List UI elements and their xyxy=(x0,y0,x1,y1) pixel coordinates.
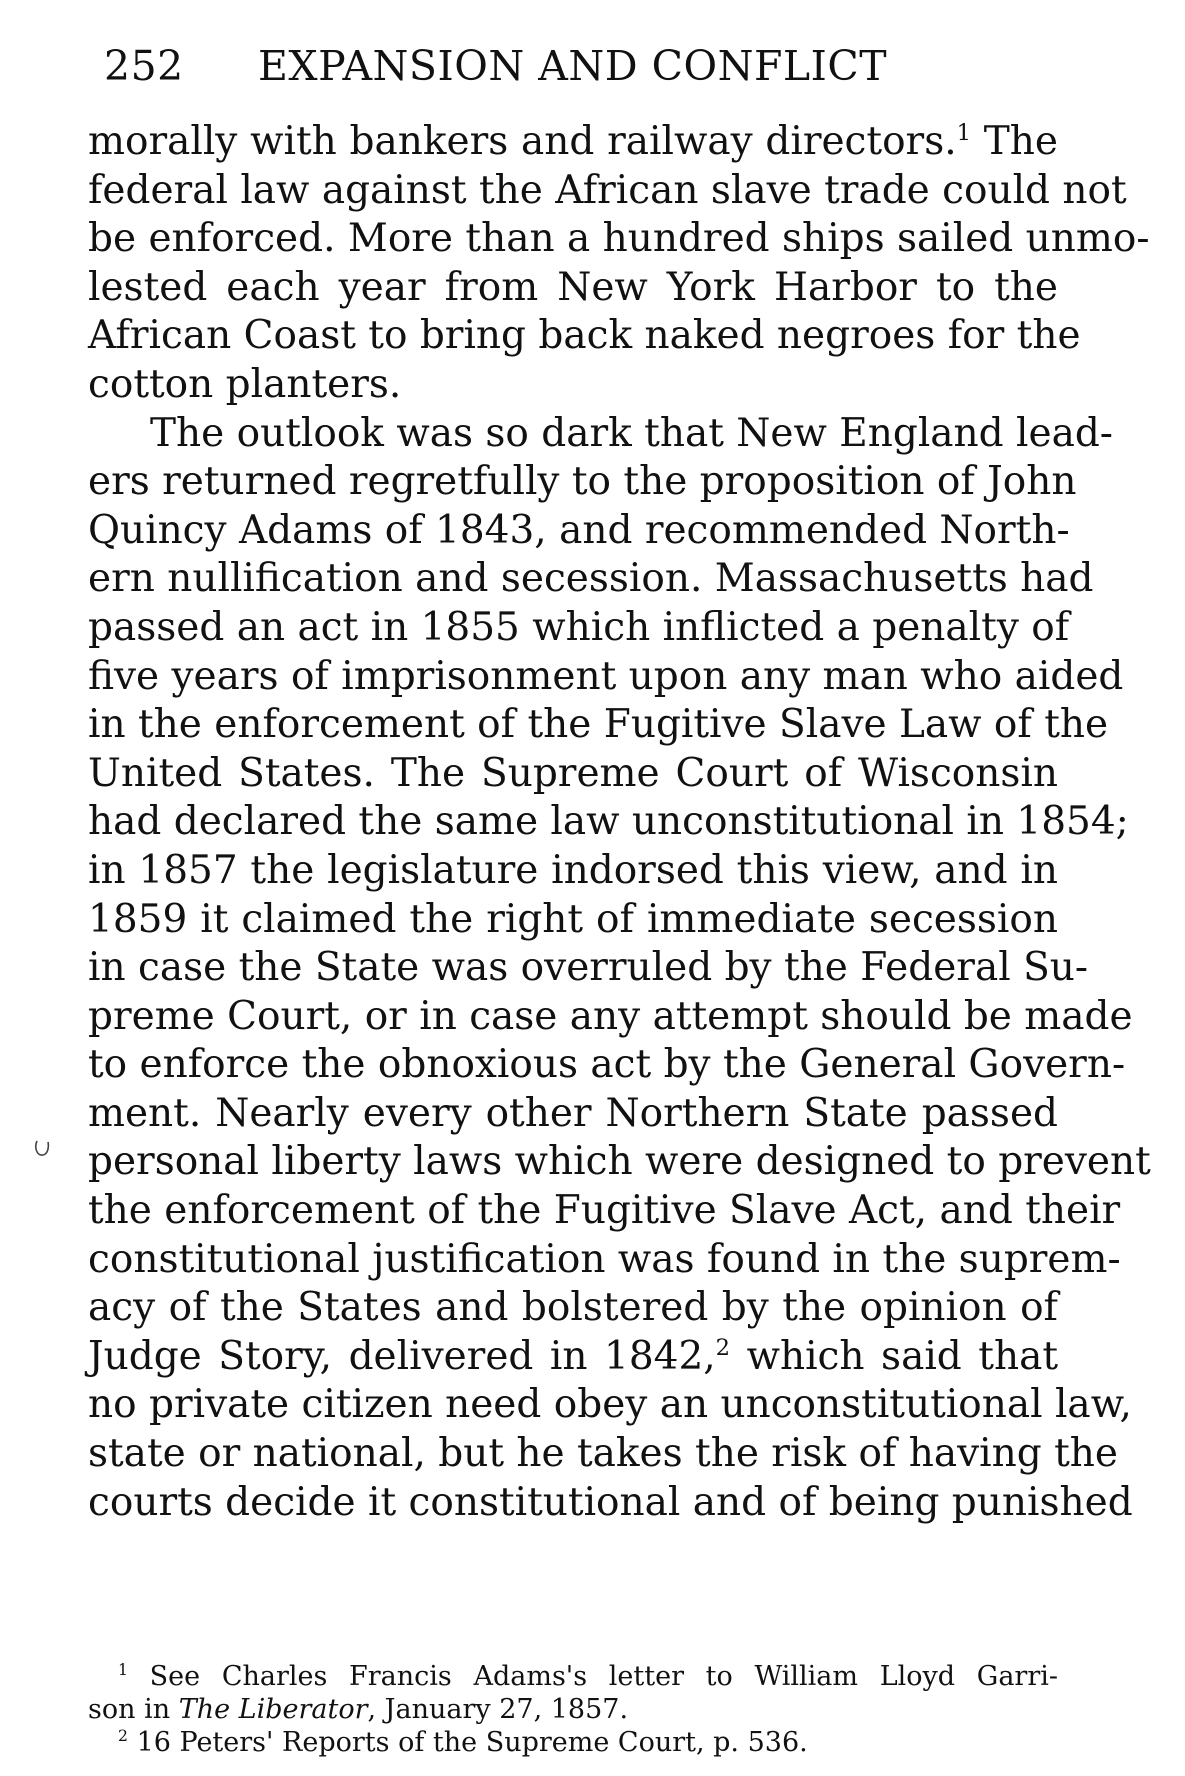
footnote-text: 16 Peters' Reports of the Supreme Court, p. 536. xyxy=(136,1727,808,1758)
body-text xyxy=(88,118,1151,1527)
text-line xyxy=(88,507,1070,556)
line-text: constitutional justification was found in the suprem- xyxy=(88,1236,1121,1282)
text-line xyxy=(88,798,1129,847)
line-text: in 1857 the legislature indorsed this view, and in xyxy=(88,847,1058,893)
running-header xyxy=(104,42,1064,102)
line-text: in the enforcement of the Fugitive Slave Law of the xyxy=(88,702,1109,748)
line-text: had declared the same law unconstitutional in 1854; xyxy=(88,799,1129,845)
text-line xyxy=(88,847,1058,896)
text-line xyxy=(88,1284,1058,1333)
line-text: five years of imprisonment upon any man who aided xyxy=(88,653,1124,699)
footnote-1 xyxy=(88,1660,1058,1693)
line-text: cotton planters. xyxy=(88,361,402,407)
footnote-text: son in xyxy=(88,1694,179,1725)
text-line xyxy=(88,750,1058,799)
line-text: Judge Story, delivered in 1842, xyxy=(88,1333,716,1379)
text-line xyxy=(88,167,1127,216)
footnote-text: , January 27, 1857. xyxy=(367,1694,629,1725)
text-line xyxy=(88,410,1113,459)
text-line xyxy=(88,1138,1151,1187)
line-text: ern nullification and secession. Massachusetts had xyxy=(88,556,1094,602)
line-text: courts decide it constitutional and of being punished xyxy=(88,1479,1133,1525)
line-text: personal liberty laws which were designed to prevent xyxy=(88,1139,1151,1185)
text-line xyxy=(88,1479,1133,1528)
footnote-marker: 2 xyxy=(118,1726,128,1745)
text-line xyxy=(88,1333,1058,1382)
line-text: be enforced. More than a hundred ships sailed unmo- xyxy=(88,216,1150,262)
margin-pencil-mark xyxy=(33,1138,53,1160)
line-text: The outlook was so dark that New England lead- xyxy=(150,410,1113,456)
line-text: 1859 it claimed the right of immediate secession xyxy=(88,896,1058,942)
text-line xyxy=(88,653,1124,702)
text-line xyxy=(88,1381,1132,1430)
line-text: no private citizen need obey an unconstitutional law, xyxy=(88,1382,1132,1428)
text-line xyxy=(88,555,1094,604)
line-text: state or national, but he takes the risk of having the xyxy=(88,1431,1118,1477)
line-text: passed an act in 1855 which inflicted a penalty of xyxy=(88,604,1070,650)
text-line xyxy=(88,1041,1126,1090)
text-line xyxy=(88,944,1089,993)
line-text: federal law against the African slave trade could not xyxy=(88,167,1127,213)
text-line xyxy=(88,264,1058,313)
line-text: ers returned regretfully to the proposition of John xyxy=(88,459,1077,505)
line-text: The xyxy=(971,119,1059,164)
line-text: preme Court, or in case any attempt should be made xyxy=(88,993,1133,1039)
footnotes xyxy=(88,1660,1058,1759)
footnote-reference: 1 xyxy=(956,120,972,146)
footnote-2 xyxy=(88,1726,1058,1759)
text-line xyxy=(88,896,1058,945)
line-text: acy of the States and bolstered by the opinion of xyxy=(88,1285,1058,1331)
line-text: African Coast to bring back naked negroes for the xyxy=(88,313,1081,359)
line-text: which said that xyxy=(730,1333,1058,1379)
footnote-1-continued xyxy=(88,1693,1058,1726)
footnote-reference: 2 xyxy=(715,1334,731,1361)
page-number: 252 xyxy=(104,42,184,90)
line-text: the enforcement of the Fugitive Slave Act, and their xyxy=(88,1188,1121,1234)
text-line xyxy=(88,361,1058,410)
running-title: EXPANSION AND CONFLICT xyxy=(258,42,888,90)
text-line xyxy=(88,701,1109,750)
text-line xyxy=(88,993,1133,1042)
line-text: Quincy Adams of 1843, and recommended North- xyxy=(88,507,1070,553)
text-line xyxy=(88,1430,1118,1479)
footnote-marker: 1 xyxy=(118,1660,128,1679)
text-line xyxy=(88,604,1070,653)
line-text: in case the State was overruled by the Federal Su- xyxy=(88,945,1089,991)
text-line xyxy=(88,1236,1121,1285)
text-line xyxy=(88,215,1150,264)
text-line xyxy=(88,118,1058,167)
text-line xyxy=(88,458,1077,507)
text-line xyxy=(88,312,1081,361)
text-line xyxy=(88,1187,1121,1236)
line-text: United States. The Supreme Court of Wisconsin xyxy=(88,750,1058,796)
text-line xyxy=(88,1090,1058,1139)
line-text: morally with bankers and railway directors. xyxy=(88,119,957,164)
publication-title: The Liberator xyxy=(178,1694,368,1725)
line-text: lested each year from New York Harbor to the xyxy=(88,264,1058,310)
line-text: to enforce the obnoxious act by the General Govern- xyxy=(88,1042,1126,1088)
footnote-text: See Charles Francis Adams's letter to William Lloyd Garri- xyxy=(149,1661,1058,1692)
line-text: ment. Nearly every other Northern State passed xyxy=(88,1090,1058,1136)
